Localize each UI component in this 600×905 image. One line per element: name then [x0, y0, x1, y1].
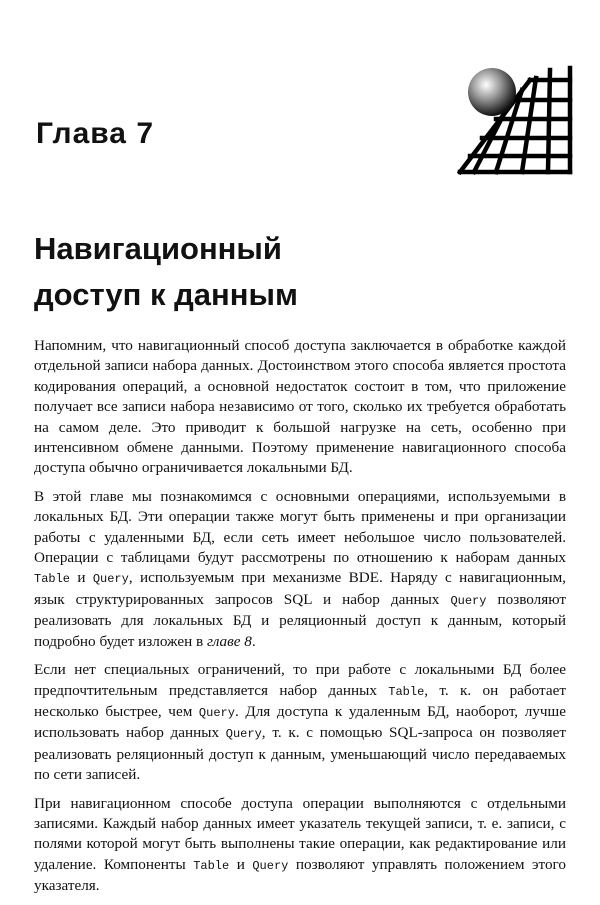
paragraph-text: Напомним, что навигационный способ доступа заключается в обработке каждой отдельной записи набора данных. Достоинством этого способа является простота кодирования операций, а основной недостаток состоит в том, что приложение получает все записи набора независимо от того, сколько их требуется обработать на самом деле. Это приводит к большой нагрузке на сеть, особенно при интенсивном обмене данными. Поэтому применение навигационного способа доступа обычно ограничивается локальными БД. [34, 337, 566, 477]
paragraph-text: , т. к. с помощью SQL-запроса он позволяет реализовать реляционный доступ к данным, уменьшающий число передаваемых по сети записей. [34, 724, 566, 784]
paragraph-text: При навигационном способе доступа операции выполняются с отдельными записями. Каждый набор данных имеет указатель текущей записи, т. е. записи, с полями которой могут быть выполнены такие операции, как редактирование или удаление. Компоненты [34, 794, 566, 873]
paragraph-2 [34, 487, 566, 652]
chapter-title-line2: доступ к данным [34, 277, 298, 312]
code-term: Table [388, 684, 425, 699]
paragraph-text: позволяют управлять положением этого указателя. [34, 855, 566, 895]
paragraph-text: , используемым при механизме BDE. Наряду с навигационным, язык структурированных запросов SQL и набор данных [34, 569, 566, 608]
code-term: Query [92, 572, 129, 587]
grid-sphere-icon [452, 64, 574, 176]
cross-reference: главе 8 [206, 632, 252, 650]
code-term: Table [34, 572, 71, 587]
code-term: Table [193, 858, 230, 873]
code-term: Query [225, 727, 262, 742]
code-term: Query [450, 593, 487, 608]
chapter-title-line1: Навигационный [34, 231, 282, 266]
chapter-title [34, 226, 298, 318]
chapter-label: Глава 7 [36, 117, 155, 150]
paragraph-text: . Для доступа к удаленным БД, наоборот, лучше использовать набор данных [34, 702, 566, 742]
paragraph-text: . [251, 632, 256, 650]
code-term: Query [198, 705, 235, 720]
paragraph-text: , т. к. он работает несколько быстрее, чем [34, 681, 566, 720]
paragraph-text: и [229, 855, 253, 873]
paragraph-4 [34, 794, 566, 897]
paragraph-3 [34, 660, 566, 785]
paragraph-text: Если нет специальных ограничений, то при работе с локальными БД более предпочтительным представляется набор данных [34, 661, 566, 699]
chapter-body [34, 336, 566, 905]
paragraph-text: позволяют реализовать для локальных БД и реляционный доступ к данным, который подробно будет изложен в [34, 590, 566, 650]
code-term: Query [252, 858, 289, 873]
paragraph-text: В этой главе мы познакомимся с основными операциями, используемыми в локальных БД. Эти операции также могут быть применены и при организации работы с удаленными БД, если сеть имеет небольшое число пользователей. Операции с таблицами будут рассмотрены по отношению к наборам данных [34, 487, 566, 567]
paragraph-text: и [70, 569, 93, 587]
paragraph-1 [34, 336, 566, 479]
